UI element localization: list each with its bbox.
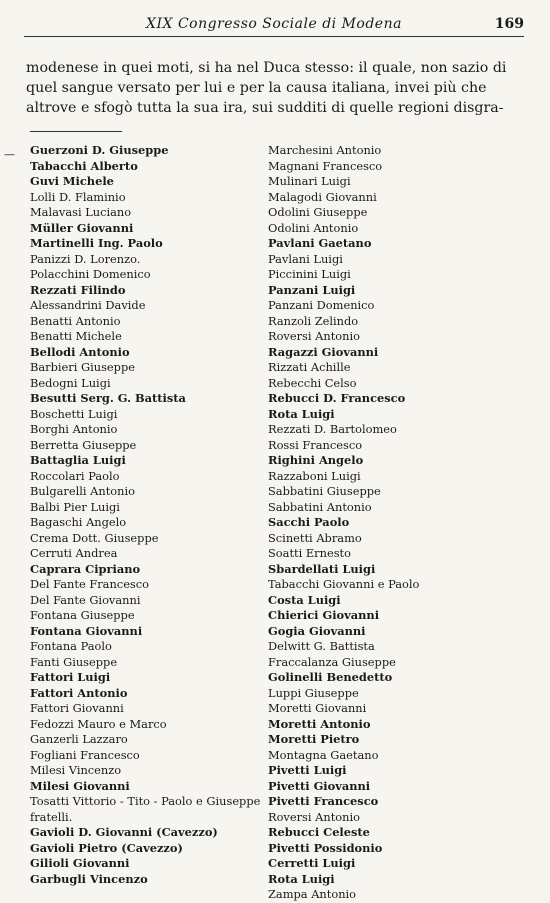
- name-entry: Gogia Giovanni: [268, 623, 366, 638]
- name-entry: Roversi Antonio: [268, 329, 360, 343]
- name-entry: Cerretti Luigi: [268, 856, 356, 870]
- name-entry: Moretti Giovanni: [268, 701, 367, 715]
- name-entry: Moretti Antonio: [268, 716, 371, 731]
- names-column-right: [268, 143, 518, 903]
- page-number: 169: [494, 16, 524, 32]
- name-entry: Marchesini Antonio: [268, 143, 382, 157]
- name-entry: Bagaschi Angelo: [30, 515, 127, 529]
- name-entry: Guvi Michele: [30, 174, 114, 188]
- name-entry: Bulgarelli Antonio: [30, 484, 136, 498]
- name-entry: Panizzi D. Lorenzo.: [30, 251, 141, 266]
- name-entry: Fanti Giuseppe: [30, 654, 118, 669]
- name-entry: Pivetti Giovanni: [268, 778, 371, 793]
- name-entry: Fontana Paolo: [30, 639, 112, 653]
- name-entry: Scinetti Abramo: [268, 530, 362, 545]
- name-entry: Razzaboni Luigi: [268, 468, 361, 483]
- name-entry: Roversi Antonio: [268, 809, 360, 824]
- name-entry: Rezzati D. Bartolomeo: [268, 422, 397, 436]
- name-entry: Panzani Domenico: [268, 298, 375, 312]
- section-rule: [30, 131, 122, 132]
- name-entry: Barbieri Giuseppe: [30, 360, 135, 374]
- name-entry: Tabacchi Giovanni e Paolo: [268, 577, 420, 591]
- name-entry: Ranzoli Zelindo: [268, 313, 359, 328]
- name-entry: Sabbatini Antonio: [268, 499, 372, 514]
- name-entry: Martinelli Ing. Paolo: [30, 236, 163, 250]
- name-entry: Pavlani Gaetano: [268, 236, 372, 250]
- name-entry: Fattori Giovanni: [30, 701, 124, 715]
- name-entry: Garbugli Vincenzo: [30, 871, 148, 886]
- name-entry: Piccinini Luigi: [268, 267, 351, 281]
- name-entry: Moretti Pietro: [268, 732, 360, 746]
- name-entry: Rezzati Filindo: [30, 282, 126, 297]
- name-entry: Rebecchi Celso: [268, 375, 357, 390]
- name-entry: Pivetti Possidonio: [268, 840, 383, 855]
- name-entry: Besutti Serg. G. Battista: [30, 391, 186, 405]
- name-entry: Fontana Giuseppe: [30, 608, 135, 622]
- name-entry: Rota Luigi: [268, 406, 335, 421]
- name-entry: Crema Dott. Giuseppe: [30, 530, 159, 545]
- name-entry: Fattori Luigi: [30, 670, 111, 684]
- name-entry: Rossi Francesco: [268, 437, 363, 452]
- intro-paragraph: [26, 58, 524, 118]
- name-entry: Müller Giovanni: [30, 220, 134, 235]
- name-entry: Alessandrini Davide: [30, 298, 146, 312]
- name-entry: Gavioli D. Giovanni (Cavezzo): [30, 825, 218, 839]
- name-entry: Milesi Vincenzo: [30, 763, 122, 777]
- name-entry: Ganzerli Lazzaro: [30, 732, 128, 746]
- name-entry: Guerzoni D. Giuseppe: [30, 143, 169, 157]
- name-entry: Roccolari Paolo: [30, 468, 120, 483]
- name-entry: Rebucci D. Francesco: [268, 391, 406, 405]
- name-entry: Chierici Giovanni: [268, 608, 380, 622]
- name-entry: Odolini Antonio: [268, 220, 359, 235]
- name-entry: Polacchini Domenico: [30, 267, 151, 281]
- name-entry: Malavasi Luciano: [30, 205, 132, 219]
- name-entry: Panzani Luigi: [268, 282, 356, 297]
- name-entry: Odolini Giuseppe: [268, 205, 368, 219]
- name-entry: Berretta Giuseppe: [30, 437, 137, 452]
- names-column-left: [30, 143, 280, 887]
- name-entry: Benatti Antonio: [30, 313, 121, 328]
- name-entry: Fogliani Francesco: [30, 747, 140, 762]
- name-entry: Benatti Michele: [30, 329, 122, 343]
- name-entry: Pavlani Luigi: [268, 251, 343, 266]
- name-entry: Montagna Gaetano: [268, 747, 379, 762]
- name-entry: Gilioli Giovanni: [30, 856, 130, 870]
- name-entry: Mulinari Luigi: [268, 174, 351, 188]
- name-entry: Costa Luigi: [268, 592, 341, 607]
- name-entry: Rizzati Achille: [268, 360, 351, 374]
- name-entry: Luppi Giuseppe: [268, 685, 359, 700]
- name-entry: Tosatti Vittorio - Tito - Paolo e Giuseppe fratelli.: [30, 794, 261, 824]
- name-entry: Fedozzi Mauro e Marco: [30, 716, 167, 731]
- name-entry: Ragazzi Giovanni: [268, 344, 379, 359]
- name-entry: Bellodi Antonio: [30, 344, 130, 359]
- name-entry: Milesi Giovanni: [30, 778, 130, 793]
- name-entry: Gavioli Pietro (Cavezzo): [30, 840, 183, 855]
- name-entry: Sbardellati Luigi: [268, 561, 376, 576]
- name-entry: Caprara Cipriano: [30, 561, 141, 576]
- name-entry: Pivetti Francesco: [268, 794, 379, 808]
- name-entry: Malagodi Giovanni: [268, 189, 377, 204]
- name-entry: Bedogni Luigi: [30, 375, 111, 390]
- name-entry: Cerruti Andrea: [30, 546, 118, 560]
- intro-line: quel sangue versato per lui e per la causa italiana, invei più che: [26, 80, 487, 96]
- running-title: XIX Congresso Sociale di Modena: [146, 16, 402, 32]
- name-entry: Fraccalanza Giuseppe: [268, 654, 396, 669]
- name-entry: Righini Angelo: [268, 453, 364, 467]
- name-entry: Fattori Antonio: [30, 685, 128, 700]
- intro-line: altrove e sfogò tutta la sua ira, sui sudditi di quelle regioni disgra-: [26, 100, 504, 116]
- name-entry: Soatti Ernesto: [268, 546, 351, 560]
- name-entry: Del Fante Francesco: [30, 577, 150, 591]
- name-entry: Magnani Francesco: [268, 158, 383, 173]
- name-entry: Borghi Antonio: [30, 422, 118, 436]
- name-entry: Golinelli Benedetto: [268, 670, 393, 684]
- name-entry: Delwitt G. Battista: [268, 639, 375, 653]
- name-entry: Fontana Giovanni: [30, 623, 143, 638]
- page-header: [24, 14, 524, 37]
- name-entry: Balbi Pier Luigi: [30, 499, 120, 514]
- name-entry: Lolli D. Flaminio: [30, 189, 126, 204]
- name-entry: Rota Luigi: [268, 871, 335, 886]
- name-entry: Del Fante Giovanni: [30, 592, 141, 607]
- name-entry: Zampa Antonio: [268, 887, 357, 901]
- name-entry: Sabbatini Giuseppe: [268, 484, 381, 498]
- name-entry: Boschetti Luigi: [30, 406, 118, 421]
- intro-line: modenese in quei moti, si ha nel Duca stesso: il quale, non sazio di: [26, 60, 507, 76]
- name-entry: Sacchi Paolo: [268, 515, 350, 529]
- name-entry: Battaglia Luigi: [30, 453, 126, 467]
- name-entry: Tabacchi Alberto: [30, 158, 138, 173]
- margin-mark: —: [4, 148, 15, 161]
- name-entry: Rebucci Celeste: [268, 825, 370, 839]
- name-entry: Pivetti Luigi: [268, 763, 347, 777]
